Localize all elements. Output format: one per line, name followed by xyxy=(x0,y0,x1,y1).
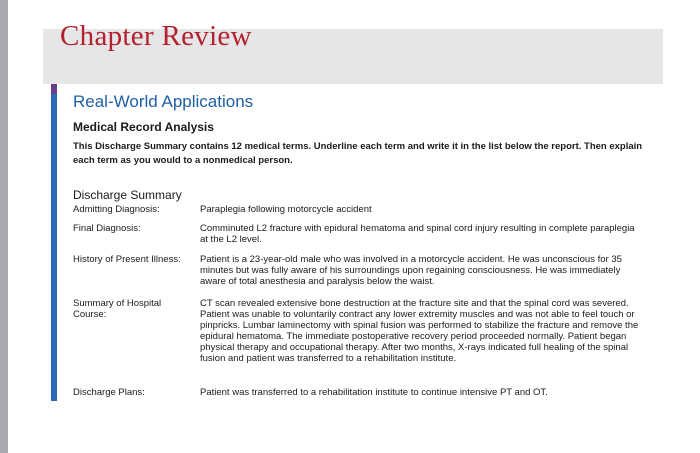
summary-row-final-diagnosis xyxy=(73,223,640,245)
instructions-text: This Discharge Summary contains 12 medical terms. Underline each term and write it in the list below the report. Then explain each term as you would to a nonmedical person. xyxy=(73,141,643,166)
summary-row-hospital-course xyxy=(73,298,640,364)
row-value: Comminuted L2 fracture with epidural hematoma and spinal cord injury resulting in complete paraplegia at the L2 level. xyxy=(200,223,635,245)
subsection-title: Medical Record Analysis xyxy=(73,120,214,134)
summary-row-admitting-diagnosis xyxy=(73,204,640,215)
row-value: Patient was transferred to a rehabilitation institute to continue intensive PT and OT. xyxy=(200,387,548,398)
row-value: CT scan revealed extensive bone destruction at the fracture site and that the spinal cord was severed. Patient was unable to voluntarily contract any lower extremity muscles and was not able to feel touch or pinpricks. Lumbar laminectomy with spinal fusion was performed to stabilize the fracture and remove the epidural hematoma. The immediate postoperative recovery period proceeded normally. Patient began physical therapy and occupational therapy. After two months, X-rays indicated full healing of the spinal fusion and patient was transferred to a rehabilitation institute. xyxy=(200,298,639,364)
row-label: Final Diagnosis: xyxy=(73,223,141,234)
discharge-summary-title: Discharge Summary xyxy=(73,188,182,202)
chapter-title: Chapter Review xyxy=(60,20,252,52)
summary-row-history-present-illness xyxy=(73,254,640,287)
row-label: History of Present Illness: xyxy=(73,254,181,265)
row-label: Discharge Plans: xyxy=(73,387,145,398)
row-value: Patient is a 23-year-old male who was involved in a motorcycle accident. He was unconscious for 35 minutes but was fully aware of his surroundings upon regaining consciousness. He was immediately aware of total anesthesia and paralysis below the waist. xyxy=(200,254,622,287)
summary-row-discharge-plans xyxy=(73,387,640,398)
section-accent-bar xyxy=(51,84,57,401)
row-label: Admitting Diagnosis: xyxy=(73,204,160,215)
row-label: Summary of Hospital Course: xyxy=(73,298,162,320)
section-content xyxy=(73,92,648,398)
section-accent-cap xyxy=(51,84,57,94)
row-value: Paraplegia following motorcycle accident xyxy=(200,204,372,215)
left-edge-strip xyxy=(0,0,8,453)
section-title: Real-World Applications xyxy=(73,92,254,111)
